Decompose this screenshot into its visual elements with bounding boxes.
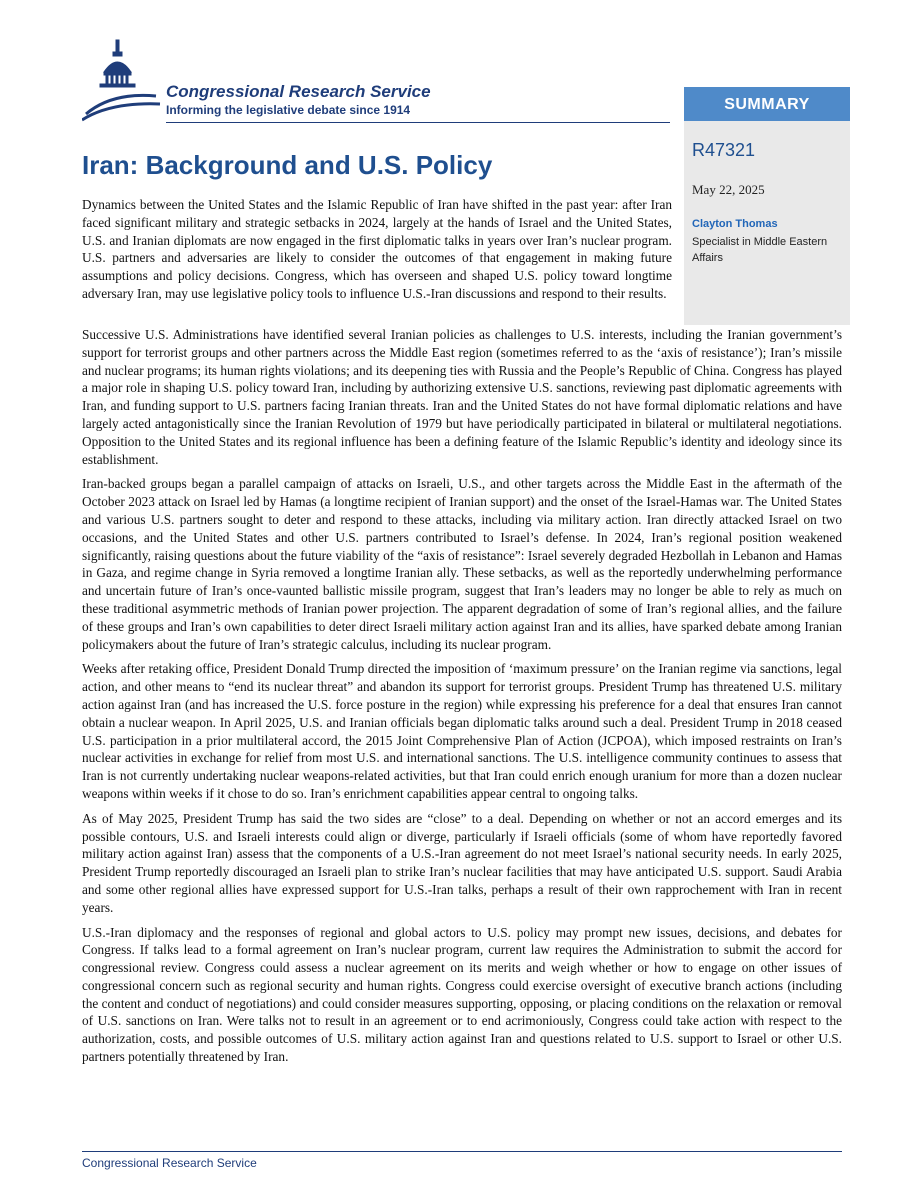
footer-divider bbox=[82, 1151, 842, 1152]
organization-tagline: Informing the legislative debate since 1914 bbox=[166, 103, 411, 117]
author-title: Specialist in Middle Eastern Affairs bbox=[692, 236, 828, 264]
organization-name: Congressional Research Service bbox=[166, 82, 431, 101]
body-paragraph: As of May 2025, President Trump has said the two sides are “close” to a deal. Depending on whether or not an accord emerges and its possible contours, U.S. and Israeli interests could align or diverge, particularly if Israeli officials (some of whom have reportedly favored military action against Iran) assess that the components of a U.S.-Iran agreement do not meet Israel’s national security needs. In early 2025, President Trump reportedly discouraged an Israeli plan to strike Iran’s nuclear facilities that may have anticipated U.S. support. Saudi Arabia and some other regional allies have expressed support for U.S.-Iran talks, perhaps a result of their own rapprochement with Iran in recent years. bbox=[82, 810, 842, 915]
intro-paragraph: Dynamics between the United States and the Islamic Republic of Iran have shifted in the past year: after Iran faced significant military and strategic setbacks in 2024, largely at the hands of Israel and the United States, U.S. and Iranian diplomats are now engaged in the first diplomatic talks in years over Iran’s nuclear program. U.S. partners and adversaries are likely to consider the outcomes of that engagement in making future assumptions and policy decisions. Congress, which has overseen and shaped U.S. policy toward longtime adversary Iran, may use legislative policy tools to influence U.S.-Iran discussions and respond to their results. bbox=[82, 197, 672, 301]
author-name[interactable]: Clayton Thomas bbox=[692, 218, 778, 230]
capitol-dome-icon bbox=[82, 36, 172, 126]
body-paragraph: Iran-backed groups began a parallel campaign of attacks on Israeli, U.S., and other targets across the Middle East in the aftermath of the October 2023 attack on Israel led by Hamas (a longtime recipient of Iranian support) and the onset of the Israel-Hamas war. The United States and various U.S. partners sought to deter and respond to these attacks, including via military action. Iran directly attacked Israel on two occasions, and the United States and other U.S. partners contributed to Israel’s defense. In 2024, Iran’s regional position weakened significantly, raising questions about the future viability of the “axis of resistance”: Israel severely degraded Hezbollah in Lebanon and Hamas in Gaza, and regime change in Syria removed a longtime Iranian ally. These setbacks, as well as the reportedly underwhelming performance and uncertain future of Iran’s once-vaunted ballistic missile program, suggest that Iran’s leaders may no longer be able to rely as much on these traditional asymmetric methods of Iranian power projection. The apparent degradation of some of Iran’s regional allies, and the failure of these groups and Iran’s own capabilities to deter direct Israeli military action against Iran and its allies, have sparked debate among Iranian policymakers about the future of Iran’s strategic calculus, including its nuclear program. bbox=[82, 476, 842, 652]
report-number: R47321 bbox=[692, 140, 756, 160]
summary-label: SUMMARY bbox=[684, 87, 850, 121]
body-paragraph: Weeks after retaking office, President Donald Trump directed the imposition of ‘maximum pressure’ on the Iranian regime via sanctions, legal action, and other means to “end its nuclear threat” and abandon its support for terrorist groups. President Trump has threatened U.S. military action against Iran (and has increased the U.S. force posture in the region) while expressing his preference for a deal that ensures Iran cannot obtain a nuclear weapon. In April 2025, U.S. and Iranian officials began diplomatic talks around such a deal. President Trump in 2018 ceased U.S. participation in a prior multilateral accord, the 2015 Joint Comprehensive Plan of Action (JCPOA), which imposed restraints on Iran’s nuclear activities in exchange for relief from most U.S. and international sanctions. The U.S. intelligence community continues to assess that Iran is not currently undertaking nuclear weapons-related activities, but that Iran could enrich enough uranium for more than a dozen nuclear weapons within weeks if it chose to do so. Iran’s enrichment capabilities appear central to ongoing talks. bbox=[82, 661, 842, 801]
report-date: May 22, 2025 bbox=[692, 182, 765, 197]
footer-label: Congressional Research Service bbox=[82, 1156, 257, 1170]
summary-sidebar bbox=[684, 87, 850, 325]
document-title: Iran: Background and U.S. Policy bbox=[82, 150, 493, 180]
document-body bbox=[82, 326, 842, 1073]
body-paragraph: U.S.-Iran diplomacy and the responses of regional and global actors to U.S. policy may prompt new issues, decisions, and debates for Congress. If talks lead to a formal agreement on Iran’s nuclear program, current law requires the Administration to submit the accord for congressional review. Congress could assess a nuclear agreement on its merits and weigh whether or how to engage on other issues of congressional concern such as regional security and human rights. Congress could exercise oversight of executive branch actions (including the content and conduct of negotiations) and could consider measures supporting, opposing, or placing conditions on the relaxation or removal of U.S. sanctions on Iran. Were talks not to result in an agreement or to end acrimoniously, Congress could take action with respect to the authorization, costs, and possible outcomes of U.S. military action against Iran and questions related to U.S. support to Israel or other U.S. partners potentially threatened by Iran. bbox=[82, 924, 842, 1065]
header-divider bbox=[166, 122, 670, 123]
body-paragraph: Successive U.S. Administrations have identified several Iranian policies as challenges to U.S. interests, including the Iranian government’s support for terrorist groups and other partners across the Middle East region (sometimes referred to as the ‘axis of resistance’); Iran’s missile and nuclear programs; its human rights violations; and its deepening ties with Russia and the People’s Republic of China. Congress has played a major role in shaping U.S. policy toward Iran, including by authorizing extensive U.S. sanctions, reviewing past diplomatic agreements with Iran, and funding support to U.S. partners facing Iranian threats. Iran and the United States do not have formal diplomatic relations and have largely acted antagonistically since the Iranian Revolution of 1979 but have periodically participated in bilateral or multilateral negotiations. Opposition to the United States and its regional influence has been a defining feature of the Islamic Republic’s identity and ideology since its establishment. bbox=[82, 327, 842, 467]
